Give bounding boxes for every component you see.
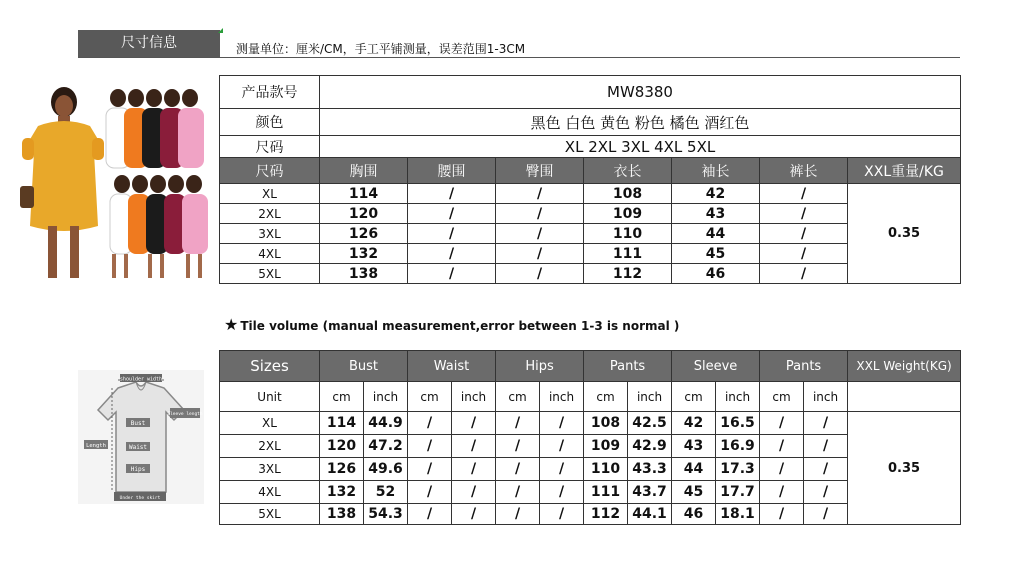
size-cell: 3XL xyxy=(220,224,320,244)
hips-cell: / xyxy=(496,244,584,264)
sleeve-cm-cell: 42 xyxy=(672,412,716,435)
length-inch-cell: 43.7 xyxy=(628,481,672,504)
table-header-row xyxy=(220,158,961,184)
measurement-note: 测量单位：厘米/CM，手工平铺测量，误差范围1-3CM xyxy=(236,42,526,56)
unit-inch: inch xyxy=(804,382,848,412)
length-cm-cell: 109 xyxy=(584,435,628,458)
bust-cm-cell: 138 xyxy=(320,504,364,525)
diagram-label-under: Under the skirt xyxy=(119,496,161,501)
waist-cm-cell: / xyxy=(408,481,452,504)
bust-inch-cell: 47.2 xyxy=(364,435,408,458)
unit-label: Unit xyxy=(220,382,320,412)
column-header: 袖长 xyxy=(672,158,760,184)
weight-cell: 0.35 xyxy=(848,412,961,525)
waist-cm-cell: / xyxy=(408,458,452,481)
column-header: XXL重量/KG xyxy=(848,158,961,184)
hips-cell: / xyxy=(496,224,584,244)
size-table-english xyxy=(219,350,961,525)
unit-cm: cm xyxy=(760,382,804,412)
size-cell: 3XL xyxy=(220,458,320,481)
bust-inch-cell: 44.9 xyxy=(364,412,408,435)
hips-cell: / xyxy=(496,204,584,224)
diagram-label-hips: Hips xyxy=(130,466,146,473)
waist-cell: / xyxy=(408,184,496,204)
length-cell: 111 xyxy=(584,244,672,264)
pants-cell: / xyxy=(760,264,848,284)
tab-corner-mark xyxy=(218,28,223,33)
unit-cm: cm xyxy=(496,382,540,412)
diagram-label-sleeve: Sleeve length xyxy=(167,412,203,417)
size-list-row xyxy=(220,136,961,158)
size-table-chinese xyxy=(219,75,961,284)
hips-inch-cell: / xyxy=(540,412,584,435)
bust-inch-cell: 52 xyxy=(364,481,408,504)
length-cm-cell: 112 xyxy=(584,504,628,525)
unit-cm: cm xyxy=(320,382,364,412)
size-cell: 5XL xyxy=(220,504,320,525)
pants-cm-cell: / xyxy=(760,458,804,481)
front-row-models xyxy=(110,175,208,278)
sleeve-cell: 42 xyxy=(672,184,760,204)
hips-cm-cell: / xyxy=(496,504,540,525)
waist-inch-cell: / xyxy=(452,435,496,458)
product-code-value: MW8380 xyxy=(320,76,961,109)
sleeve-cm-cell: 46 xyxy=(672,504,716,525)
column-header: 裤长 xyxy=(760,158,848,184)
length-cell: 112 xyxy=(584,264,672,284)
sleeve-cm-cell: 44 xyxy=(672,458,716,481)
size-list-label: 尺码 xyxy=(220,136,320,158)
bust-cell: 114 xyxy=(320,184,408,204)
waist-inch-cell: / xyxy=(452,412,496,435)
size-cell: 4XL xyxy=(220,244,320,264)
length-inch-cell: 43.3 xyxy=(628,458,672,481)
column-header: Pants xyxy=(584,351,672,382)
pants-cm-cell: / xyxy=(760,412,804,435)
size-list-value: XL 2XL 3XL 4XL 5XL xyxy=(320,136,961,158)
bust-cell: 126 xyxy=(320,224,408,244)
size-cell: 4XL xyxy=(220,481,320,504)
header-divider xyxy=(78,57,960,58)
color-row xyxy=(220,109,961,136)
diagram-label-length: Length xyxy=(86,443,106,449)
unit-cm: cm xyxy=(672,382,716,412)
bust-cm-cell: 126 xyxy=(320,458,364,481)
sleeve-inch-cell: 18.1 xyxy=(716,504,760,525)
length-cm-cell: 108 xyxy=(584,412,628,435)
waist-cell: / xyxy=(408,264,496,284)
hips-cm-cell: / xyxy=(496,481,540,504)
unit-cm: cm xyxy=(408,382,452,412)
unit-inch: inch xyxy=(628,382,672,412)
tile-volume-heading xyxy=(224,315,679,334)
waist-cm-cell: / xyxy=(408,504,452,525)
color-label: 颜色 xyxy=(220,109,320,136)
waist-cell: / xyxy=(408,224,496,244)
diagram-label-bust: Bust xyxy=(130,420,146,427)
tile-volume-title: Tile volume (manual measurement,error between 1-3 is normal ) xyxy=(240,319,680,333)
size-info-tab: 尺寸信息 xyxy=(78,30,220,57)
waist-inch-cell: / xyxy=(452,504,496,525)
pants-cell: / xyxy=(760,224,848,244)
pants-inch-cell: / xyxy=(804,481,848,504)
product-code-label: 产品款号 xyxy=(220,76,320,109)
pants-cm-cell: / xyxy=(760,504,804,525)
measurement-diagram xyxy=(78,370,204,504)
pants-cell: / xyxy=(760,184,848,204)
table-row xyxy=(220,184,961,204)
sleeve-inch-cell: 16.5 xyxy=(716,412,760,435)
waist-cm-cell: / xyxy=(408,412,452,435)
bust-cm-cell: 114 xyxy=(320,412,364,435)
column-header: 臀围 xyxy=(496,158,584,184)
waist-cell: / xyxy=(408,244,496,264)
column-header: Sizes xyxy=(220,351,320,382)
star-icon: ★ xyxy=(224,315,239,334)
unit-inch: inch xyxy=(364,382,408,412)
bust-cell: 120 xyxy=(320,204,408,224)
pants-cell: / xyxy=(760,204,848,224)
column-header: 胸围 xyxy=(320,158,408,184)
product-photo xyxy=(18,86,214,286)
size-cell: 5XL xyxy=(220,264,320,284)
column-header: Waist xyxy=(408,351,496,382)
column-header: 腰围 xyxy=(408,158,496,184)
size-cell: XL xyxy=(220,412,320,435)
pants-cell: / xyxy=(760,244,848,264)
sleeve-cell: 44 xyxy=(672,224,760,244)
table-header-row xyxy=(220,351,961,382)
column-header: Bust xyxy=(320,351,408,382)
pants-inch-cell: / xyxy=(804,412,848,435)
unit-inch: inch xyxy=(452,382,496,412)
waist-cell: / xyxy=(408,204,496,224)
length-inch-cell: 42.9 xyxy=(628,435,672,458)
hips-cell: / xyxy=(496,184,584,204)
pants-inch-cell: / xyxy=(804,458,848,481)
unit-row xyxy=(220,382,961,412)
waist-inch-cell: / xyxy=(452,481,496,504)
column-header: Sleeve xyxy=(672,351,760,382)
sleeve-cm-cell: 43 xyxy=(672,435,716,458)
bust-cell: 138 xyxy=(320,264,408,284)
hips-inch-cell: / xyxy=(540,458,584,481)
table-row xyxy=(220,412,961,435)
size-cell: 2XL xyxy=(220,204,320,224)
sleeve-cm-cell: 45 xyxy=(672,481,716,504)
sleeve-cell: 43 xyxy=(672,204,760,224)
bust-inch-cell: 54.3 xyxy=(364,504,408,525)
hips-inch-cell: / xyxy=(540,435,584,458)
column-header: 尺码 xyxy=(220,158,320,184)
column-header: 衣长 xyxy=(584,158,672,184)
length-inch-cell: 44.1 xyxy=(628,504,672,525)
pants-inch-cell: / xyxy=(804,435,848,458)
size-cell: 2XL xyxy=(220,435,320,458)
unit-weight-empty xyxy=(848,382,961,412)
bust-inch-cell: 49.6 xyxy=(364,458,408,481)
length-cell: 110 xyxy=(584,224,672,244)
pants-cm-cell: / xyxy=(760,435,804,458)
unit-inch: inch xyxy=(716,382,760,412)
sleeve-cell: 45 xyxy=(672,244,760,264)
sleeve-inch-cell: 17.3 xyxy=(716,458,760,481)
pants-inch-cell: / xyxy=(804,504,848,525)
length-inch-cell: 42.5 xyxy=(628,412,672,435)
main-model-yellow-dress xyxy=(20,87,104,278)
sleeve-inch-cell: 16.9 xyxy=(716,435,760,458)
unit-inch: inch xyxy=(540,382,584,412)
bust-cm-cell: 132 xyxy=(320,481,364,504)
waist-cm-cell: / xyxy=(408,435,452,458)
column-header: XXL Weight(KG) xyxy=(848,351,961,382)
color-value: 黑色 白色 黄色 粉色 橘色 酒红色 xyxy=(320,109,961,136)
weight-cell: 0.35 xyxy=(848,184,961,284)
sleeve-inch-cell: 17.7 xyxy=(716,481,760,504)
hips-cm-cell: / xyxy=(496,412,540,435)
back-row-models xyxy=(106,89,204,168)
hips-cell: / xyxy=(496,264,584,284)
hips-cm-cell: / xyxy=(496,458,540,481)
size-cell: XL xyxy=(220,184,320,204)
unit-cm: cm xyxy=(584,382,628,412)
column-header: Pants xyxy=(760,351,848,382)
length-cm-cell: 111 xyxy=(584,481,628,504)
bust-cell: 132 xyxy=(320,244,408,264)
column-header: Hips xyxy=(496,351,584,382)
sleeve-cell: 46 xyxy=(672,264,760,284)
length-cm-cell: 110 xyxy=(584,458,628,481)
length-cell: 109 xyxy=(584,204,672,224)
bust-cm-cell: 120 xyxy=(320,435,364,458)
waist-inch-cell: / xyxy=(452,458,496,481)
hips-inch-cell: / xyxy=(540,481,584,504)
diagram-label-shoulder: shoulder width xyxy=(119,376,163,383)
pants-cm-cell: / xyxy=(760,481,804,504)
length-cell: 108 xyxy=(584,184,672,204)
diagram-label-waist: Waist xyxy=(128,444,148,451)
hips-inch-cell: / xyxy=(540,504,584,525)
hips-cm-cell: / xyxy=(496,435,540,458)
product-code-row xyxy=(220,76,961,109)
